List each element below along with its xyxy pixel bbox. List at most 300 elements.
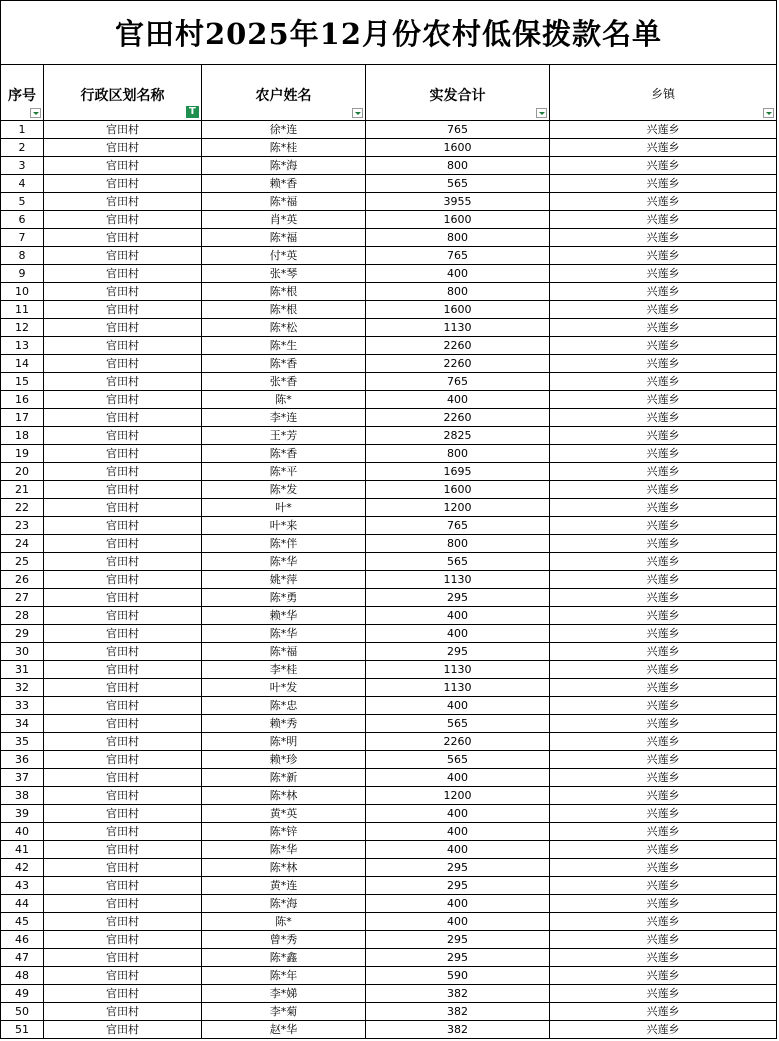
cell-town[interactable]: 兴莲乡 [550, 895, 777, 913]
cell-region[interactable]: 官田村 [44, 733, 202, 751]
cell-name[interactable]: 陈*松 [202, 319, 366, 337]
cell-region[interactable]: 官田村 [44, 877, 202, 895]
cell-town[interactable]: 兴莲乡 [550, 121, 777, 139]
cell-town[interactable]: 兴莲乡 [550, 319, 777, 337]
cell-seq[interactable]: 17 [1, 409, 44, 427]
cell-amount[interactable]: 400 [366, 265, 550, 283]
cell-region[interactable]: 官田村 [44, 913, 202, 931]
cell-amount[interactable]: 1695 [366, 463, 550, 481]
cell-region[interactable]: 官田村 [44, 427, 202, 445]
cell-name[interactable]: 陈*新 [202, 769, 366, 787]
cell-town[interactable]: 兴莲乡 [550, 265, 777, 283]
cell-name[interactable]: 陈*生 [202, 337, 366, 355]
cell-region[interactable]: 官田村 [44, 121, 202, 139]
table-row [1, 949, 777, 967]
cell-seq[interactable]: 9 [1, 265, 44, 283]
cell-seq[interactable]: 18 [1, 427, 44, 445]
cell-town[interactable]: 兴莲乡 [550, 175, 777, 193]
cell-amount[interactable]: 800 [366, 445, 550, 463]
cell-amount[interactable]: 382 [366, 1003, 550, 1021]
cell-seq[interactable]: 42 [1, 859, 44, 877]
cell-name[interactable]: 赵*华 [202, 1021, 366, 1039]
cell-town[interactable]: 兴莲乡 [550, 787, 777, 805]
cell-amount[interactable]: 400 [366, 841, 550, 859]
cell-region[interactable]: 官田村 [44, 481, 202, 499]
cell-region[interactable]: 官田村 [44, 769, 202, 787]
cell-seq[interactable]: 47 [1, 949, 44, 967]
cell-name[interactable]: 陈* [202, 913, 366, 931]
cell-town[interactable]: 兴莲乡 [550, 859, 777, 877]
cell-seq[interactable]: 30 [1, 643, 44, 661]
header-label: 实发合计 [429, 88, 486, 104]
cell-seq[interactable]: 16 [1, 391, 44, 409]
cell-seq[interactable]: 50 [1, 1003, 44, 1021]
cell-amount[interactable]: 565 [366, 751, 550, 769]
cell-region[interactable]: 官田村 [44, 715, 202, 733]
cell-region[interactable]: 官田村 [44, 355, 202, 373]
cell-region[interactable]: 官田村 [44, 517, 202, 535]
cell-region[interactable]: 官田村 [44, 661, 202, 679]
cell-seq[interactable]: 5 [1, 193, 44, 211]
cell-town[interactable]: 兴莲乡 [550, 949, 777, 967]
cell-region[interactable]: 官田村 [44, 625, 202, 643]
cell-seq[interactable]: 12 [1, 319, 44, 337]
cell-town[interactable]: 兴莲乡 [550, 733, 777, 751]
cell-seq[interactable]: 45 [1, 913, 44, 931]
cell-region[interactable]: 官田村 [44, 319, 202, 337]
cell-seq[interactable]: 46 [1, 931, 44, 949]
cell-seq[interactable]: 43 [1, 877, 44, 895]
cell-town[interactable]: 兴莲乡 [550, 679, 777, 697]
cell-name[interactable]: 陈*海 [202, 157, 366, 175]
cell-seq[interactable]: 14 [1, 355, 44, 373]
cell-name[interactable]: 陈*勇 [202, 589, 366, 607]
cell-name[interactable]: 曾*秀 [202, 931, 366, 949]
cell-name[interactable]: 王*芳 [202, 427, 366, 445]
cell-region[interactable]: 官田村 [44, 409, 202, 427]
cell-name[interactable]: 李*菊 [202, 1003, 366, 1021]
cell-region[interactable]: 官田村 [44, 967, 202, 985]
cell-amount[interactable]: 800 [366, 283, 550, 301]
cell-name[interactable]: 叶*来 [202, 517, 366, 535]
cell-town[interactable]: 兴莲乡 [550, 553, 777, 571]
header-row [1, 65, 777, 121]
cell-town[interactable]: 兴莲乡 [550, 373, 777, 391]
cell-amount[interactable]: 1130 [366, 571, 550, 589]
cell-region[interactable]: 官田村 [44, 949, 202, 967]
cell-region[interactable]: 官田村 [44, 283, 202, 301]
cell-name[interactable]: 陈*香 [202, 355, 366, 373]
cell-amount[interactable]: 400 [366, 913, 550, 931]
cell-amount[interactable]: 295 [366, 949, 550, 967]
cell-amount[interactable]: 1600 [366, 301, 550, 319]
cell-amount[interactable]: 765 [366, 373, 550, 391]
cell-town[interactable]: 兴莲乡 [550, 391, 777, 409]
cell-name[interactable]: 陈*发 [202, 481, 366, 499]
cell-town[interactable]: 兴莲乡 [550, 427, 777, 445]
cell-region[interactable]: 官田村 [44, 859, 202, 877]
cell-name[interactable]: 李*桂 [202, 661, 366, 679]
cell-town[interactable]: 兴莲乡 [550, 589, 777, 607]
cell-name[interactable]: 陈*年 [202, 967, 366, 985]
header-town [550, 65, 777, 121]
table-row [1, 913, 777, 931]
cell-town[interactable]: 兴莲乡 [550, 499, 777, 517]
table-row [1, 427, 777, 445]
cell-name[interactable]: 陈*海 [202, 895, 366, 913]
table-row [1, 859, 777, 877]
table-row [1, 355, 777, 373]
cell-seq[interactable]: 49 [1, 985, 44, 1003]
cell-name[interactable]: 徐*连 [202, 121, 366, 139]
table-row [1, 733, 777, 751]
cell-region[interactable]: 官田村 [44, 229, 202, 247]
cell-amount[interactable]: 400 [366, 607, 550, 625]
cell-town[interactable]: 兴莲乡 [550, 463, 777, 481]
cell-town[interactable]: 兴莲乡 [550, 625, 777, 643]
cell-name[interactable]: 陈*林 [202, 787, 366, 805]
cell-seq[interactable]: 39 [1, 805, 44, 823]
table-row [1, 265, 777, 283]
cell-region[interactable]: 官田村 [44, 301, 202, 319]
filter-applied-icon[interactable] [186, 106, 199, 118]
cell-seq[interactable]: 27 [1, 589, 44, 607]
cell-amount[interactable]: 1600 [366, 211, 550, 229]
cell-seq[interactable]: 25 [1, 553, 44, 571]
cell-amount[interactable]: 765 [366, 247, 550, 265]
cell-region[interactable]: 官田村 [44, 499, 202, 517]
cell-seq[interactable]: 15 [1, 373, 44, 391]
cell-amount[interactable]: 1600 [366, 481, 550, 499]
cell-town[interactable]: 兴莲乡 [550, 661, 777, 679]
cell-name[interactable]: 赖*秀 [202, 715, 366, 733]
cell-town[interactable]: 兴莲乡 [550, 1021, 777, 1039]
cell-region[interactable]: 官田村 [44, 211, 202, 229]
table-row [1, 643, 777, 661]
cell-region[interactable]: 官田村 [44, 247, 202, 265]
cell-seq[interactable]: 35 [1, 733, 44, 751]
table-row [1, 247, 777, 265]
cell-name[interactable]: 叶* [202, 499, 366, 517]
cell-region[interactable]: 官田村 [44, 895, 202, 913]
cell-seq[interactable]: 29 [1, 625, 44, 643]
cell-name[interactable]: 姚*萍 [202, 571, 366, 589]
cell-amount[interactable]: 295 [366, 931, 550, 949]
cell-town[interactable]: 兴莲乡 [550, 697, 777, 715]
cell-region[interactable]: 官田村 [44, 589, 202, 607]
cell-town[interactable]: 兴莲乡 [550, 841, 777, 859]
cell-amount[interactable]: 2260 [366, 337, 550, 355]
cell-town[interactable]: 兴莲乡 [550, 193, 777, 211]
cell-amount[interactable]: 2260 [366, 409, 550, 427]
dropdown-arrow-icon[interactable] [763, 108, 774, 118]
cell-amount[interactable]: 400 [366, 391, 550, 409]
cell-amount[interactable]: 295 [366, 589, 550, 607]
cell-name[interactable]: 陈*华 [202, 841, 366, 859]
cell-seq[interactable]: 48 [1, 967, 44, 985]
cell-amount[interactable]: 800 [366, 229, 550, 247]
cell-seq[interactable]: 31 [1, 661, 44, 679]
cell-name[interactable]: 陈*鑫 [202, 949, 366, 967]
cell-town[interactable]: 兴莲乡 [550, 985, 777, 1003]
cell-name[interactable]: 叶*发 [202, 679, 366, 697]
cell-region[interactable]: 官田村 [44, 553, 202, 571]
cell-amount[interactable]: 765 [366, 517, 550, 535]
cell-name[interactable]: 黄*连 [202, 877, 366, 895]
cell-name[interactable]: 张*香 [202, 373, 366, 391]
cell-region[interactable]: 官田村 [44, 607, 202, 625]
cell-town[interactable]: 兴莲乡 [550, 1003, 777, 1021]
cell-town[interactable]: 兴莲乡 [550, 931, 777, 949]
cell-amount[interactable]: 295 [366, 859, 550, 877]
cell-region[interactable]: 官田村 [44, 535, 202, 553]
cell-name[interactable]: 陈* [202, 391, 366, 409]
header-label: 农户姓名 [255, 88, 312, 104]
cell-name[interactable]: 陈*根 [202, 283, 366, 301]
cell-amount[interactable]: 3955 [366, 193, 550, 211]
cell-town[interactable]: 兴莲乡 [550, 409, 777, 427]
cell-seq[interactable]: 41 [1, 841, 44, 859]
cell-name[interactable]: 赖*珍 [202, 751, 366, 769]
dropdown-arrow-icon[interactable] [30, 108, 41, 118]
cell-amount[interactable]: 295 [366, 877, 550, 895]
cell-town[interactable]: 兴莲乡 [550, 229, 777, 247]
cell-seq[interactable]: 26 [1, 571, 44, 589]
cell-amount[interactable]: 1130 [366, 661, 550, 679]
cell-seq[interactable]: 51 [1, 1021, 44, 1039]
cell-name[interactable]: 赖*华 [202, 607, 366, 625]
cell-region[interactable]: 官田村 [44, 391, 202, 409]
cell-region[interactable]: 官田村 [44, 805, 202, 823]
cell-seq[interactable]: 13 [1, 337, 44, 355]
cell-name[interactable]: 陈*明 [202, 733, 366, 751]
cell-town[interactable]: 兴莲乡 [550, 823, 777, 841]
cell-seq[interactable]: 28 [1, 607, 44, 625]
cell-town[interactable]: 兴莲乡 [550, 247, 777, 265]
table-row [1, 499, 777, 517]
table-row [1, 607, 777, 625]
cell-seq[interactable]: 6 [1, 211, 44, 229]
cell-seq[interactable]: 20 [1, 463, 44, 481]
table-row [1, 841, 777, 859]
cell-amount[interactable]: 565 [366, 553, 550, 571]
header-label: 行政区划名称 [80, 88, 165, 104]
cell-seq[interactable]: 23 [1, 517, 44, 535]
cell-name[interactable]: 陈*福 [202, 193, 366, 211]
header-label: 乡镇 [650, 87, 675, 101]
cell-seq[interactable]: 3 [1, 157, 44, 175]
cell-name[interactable]: 陈*根 [202, 301, 366, 319]
table-row [1, 589, 777, 607]
cell-seq[interactable]: 10 [1, 283, 44, 301]
cell-region[interactable]: 官田村 [44, 643, 202, 661]
cell-seq[interactable]: 32 [1, 679, 44, 697]
cell-name[interactable]: 黄*英 [202, 805, 366, 823]
cell-amount[interactable]: 400 [366, 697, 550, 715]
cell-amount[interactable]: 590 [366, 967, 550, 985]
table-row [1, 751, 777, 769]
table-row [1, 877, 777, 895]
cell-region[interactable]: 官田村 [44, 931, 202, 949]
cell-seq[interactable]: 2 [1, 139, 44, 157]
cell-amount[interactable]: 1600 [366, 139, 550, 157]
table-row [1, 373, 777, 391]
cell-seq[interactable]: 37 [1, 769, 44, 787]
table-row [1, 769, 777, 787]
cell-name[interactable]: 李*娣 [202, 985, 366, 1003]
cell-region[interactable]: 官田村 [44, 463, 202, 481]
cell-town[interactable]: 兴莲乡 [550, 571, 777, 589]
table-row [1, 715, 777, 733]
cell-amount[interactable]: 400 [366, 895, 550, 913]
cell-amount[interactable]: 2260 [366, 355, 550, 373]
table-row [1, 1003, 777, 1021]
cell-town[interactable]: 兴莲乡 [550, 283, 777, 301]
cell-amount[interactable]: 400 [366, 769, 550, 787]
cell-name[interactable]: 付*英 [202, 247, 366, 265]
cell-town[interactable]: 兴莲乡 [550, 445, 777, 463]
cell-region[interactable]: 官田村 [44, 571, 202, 589]
cell-seq[interactable]: 22 [1, 499, 44, 517]
header-seq [1, 65, 44, 121]
cell-name[interactable]: 陈*香 [202, 445, 366, 463]
dropdown-arrow-icon[interactable] [352, 108, 363, 118]
cell-region[interactable]: 官田村 [44, 751, 202, 769]
table-row [1, 697, 777, 715]
table-row [1, 409, 777, 427]
cell-amount[interactable]: 382 [366, 985, 550, 1003]
cell-name[interactable]: 陈*福 [202, 643, 366, 661]
cell-seq[interactable]: 44 [1, 895, 44, 913]
allowance-table [0, 64, 777, 1039]
cell-town[interactable]: 兴莲乡 [550, 607, 777, 625]
cell-amount[interactable]: 800 [366, 535, 550, 553]
cell-seq[interactable]: 4 [1, 175, 44, 193]
cell-seq[interactable]: 24 [1, 535, 44, 553]
cell-seq[interactable]: 11 [1, 301, 44, 319]
cell-region[interactable]: 官田村 [44, 985, 202, 1003]
cell-region[interactable]: 官田村 [44, 679, 202, 697]
cell-region[interactable]: 官田村 [44, 373, 202, 391]
cell-name[interactable]: 陈*忠 [202, 697, 366, 715]
cell-region[interactable]: 官田村 [44, 445, 202, 463]
cell-town[interactable]: 兴莲乡 [550, 481, 777, 499]
cell-town[interactable]: 兴莲乡 [550, 355, 777, 373]
cell-amount[interactable]: 400 [366, 823, 550, 841]
cell-seq[interactable]: 21 [1, 481, 44, 499]
cell-region[interactable]: 官田村 [44, 175, 202, 193]
cell-name[interactable]: 肖*英 [202, 211, 366, 229]
cell-town[interactable]: 兴莲乡 [550, 211, 777, 229]
cell-region[interactable]: 官田村 [44, 193, 202, 211]
cell-name[interactable]: 陈*华 [202, 625, 366, 643]
cell-region[interactable]: 官田村 [44, 841, 202, 859]
cell-town[interactable]: 兴莲乡 [550, 535, 777, 553]
cell-region[interactable]: 官田村 [44, 1021, 202, 1039]
cell-seq[interactable]: 38 [1, 787, 44, 805]
cell-seq[interactable]: 33 [1, 697, 44, 715]
cell-region[interactable]: 官田村 [44, 337, 202, 355]
cell-seq[interactable]: 8 [1, 247, 44, 265]
cell-amount[interactable]: 1130 [366, 319, 550, 337]
cell-town[interactable]: 兴莲乡 [550, 715, 777, 733]
cell-town[interactable]: 兴莲乡 [550, 769, 777, 787]
cell-town[interactable]: 兴莲乡 [550, 139, 777, 157]
table-row [1, 571, 777, 589]
cell-region[interactable]: 官田村 [44, 157, 202, 175]
cell-region[interactable]: 官田村 [44, 1003, 202, 1021]
cell-region[interactable]: 官田村 [44, 139, 202, 157]
cell-name[interactable]: 李*连 [202, 409, 366, 427]
cell-town[interactable]: 兴莲乡 [550, 751, 777, 769]
cell-amount[interactable]: 565 [366, 175, 550, 193]
cell-name[interactable]: 张*琴 [202, 265, 366, 283]
cell-amount[interactable]: 1200 [366, 787, 550, 805]
dropdown-arrow-icon[interactable] [536, 108, 547, 118]
cell-name[interactable]: 陈*林 [202, 859, 366, 877]
cell-amount[interactable]: 800 [366, 157, 550, 175]
cell-seq[interactable]: 1 [1, 121, 44, 139]
cell-name[interactable]: 陈*华 [202, 553, 366, 571]
cell-region[interactable]: 官田村 [44, 823, 202, 841]
cell-amount[interactable]: 565 [366, 715, 550, 733]
cell-town[interactable]: 兴莲乡 [550, 643, 777, 661]
cell-town[interactable]: 兴莲乡 [550, 967, 777, 985]
cell-town[interactable]: 兴莲乡 [550, 337, 777, 355]
cell-town[interactable]: 兴莲乡 [550, 913, 777, 931]
cell-region[interactable]: 官田村 [44, 697, 202, 715]
header-amount [366, 65, 550, 121]
cell-amount[interactable]: 2825 [366, 427, 550, 445]
cell-seq[interactable]: 34 [1, 715, 44, 733]
cell-town[interactable]: 兴莲乡 [550, 805, 777, 823]
cell-name[interactable]: 陈*平 [202, 463, 366, 481]
header-label: 序号 [8, 88, 36, 104]
cell-amount[interactable]: 1200 [366, 499, 550, 517]
table-row [1, 301, 777, 319]
cell-amount[interactable]: 765 [366, 121, 550, 139]
cell-name[interactable]: 赖*香 [202, 175, 366, 193]
cell-amount[interactable]: 400 [366, 625, 550, 643]
cell-amount[interactable]: 295 [366, 643, 550, 661]
cell-town[interactable]: 兴莲乡 [550, 301, 777, 319]
table-row [1, 679, 777, 697]
cell-town[interactable]: 兴莲乡 [550, 877, 777, 895]
cell-seq[interactable]: 7 [1, 229, 44, 247]
cell-name[interactable]: 陈*伴 [202, 535, 366, 553]
cell-amount[interactable]: 2260 [366, 733, 550, 751]
cell-seq[interactable]: 40 [1, 823, 44, 841]
cell-town[interactable]: 兴莲乡 [550, 157, 777, 175]
cell-seq[interactable]: 19 [1, 445, 44, 463]
cell-name[interactable]: 陈*福 [202, 229, 366, 247]
cell-seq[interactable]: 36 [1, 751, 44, 769]
table-row [1, 535, 777, 553]
cell-region[interactable]: 官田村 [44, 787, 202, 805]
cell-amount[interactable]: 1130 [366, 679, 550, 697]
cell-name[interactable]: 陈*锌 [202, 823, 366, 841]
cell-amount[interactable]: 400 [366, 805, 550, 823]
table-row [1, 517, 777, 535]
table-row [1, 157, 777, 175]
header-name [202, 65, 366, 121]
table-row [1, 481, 777, 499]
cell-town[interactable]: 兴莲乡 [550, 517, 777, 535]
cell-amount[interactable]: 382 [366, 1021, 550, 1039]
table-row [1, 553, 777, 571]
cell-region[interactable]: 官田村 [44, 265, 202, 283]
cell-name[interactable]: 陈*桂 [202, 139, 366, 157]
